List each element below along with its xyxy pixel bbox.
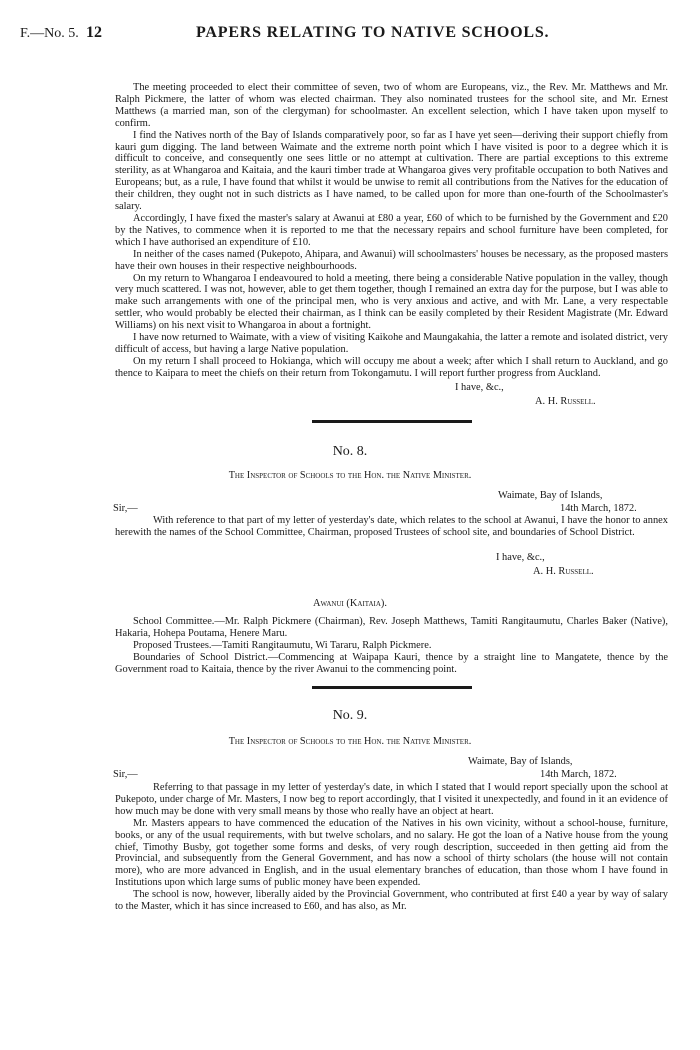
page-number: 12 xyxy=(86,24,102,41)
enclosure-paragraph: Proposed Trustees.—Tamiti Rangitaumutu, Wi Tararu, Ralph Pickmere. xyxy=(133,639,432,651)
enclosure-body xyxy=(115,616,668,676)
letter7-paragraph: On my return to Whangaroa I endeavoured to hold a meeting, there being a considerable Native population in the valley, though very much scattered. I was not, however, able to get them together, though I remained an extra day for the purpose, but I was able to make such arrangements with one of the principal men, who is very anxious and active, and with Mr. Lane, a very respectable settler, who would probably be elected their chairman, as I think can be easily completed by their Resident Magistrate (Mr. Edward Williams) on his next visit to Whangaroa in about a fortnight. xyxy=(115,272,668,332)
enclosure-title: Awanui (Kaitaia). xyxy=(313,598,387,609)
enclosure-paragraph: Boundaries of School District.—Commencing at Waipapa Kauri, thence by a straight line to Mangatete, thence by the Government road to Kaitaia, thence by the river Awanui to the commencing point. xyxy=(115,651,668,675)
letter7-paragraph: On my return I shall proceed to Hokianga, which will occupy me about a week; after which I shall return to Auckland, and go thence to Kaipara to meet the chiefs on their return from Tokongamutu. I will report further progress from Auckland. xyxy=(115,355,668,379)
section-divider xyxy=(312,686,472,689)
letter7-paragraph: Accordingly, I have fixed the master's salary at Awanui at £80 a year, £60 of which to be furnished by the Government and £20 by the Natives, to commence when it is reported to me that the necessary repairs and school furniture have been completed, for which I have authorised an expenditure of £10. xyxy=(115,212,668,248)
letter9-subtitle: The Inspector of Schools to the Hon. the Native Minister. xyxy=(228,736,472,747)
section-divider xyxy=(312,420,472,423)
letter8-number: No. 8. xyxy=(332,444,368,459)
letter9-salutation: Sir,— xyxy=(113,769,138,780)
enclosure-paragraph: School Committee.—Mr. Ralph Pickmere (Chairman), Rev. Joseph Matthews, Tamiti Rangitaumutu, Charles Baker (Native), Hakaria, Hohepa Poutama, Henere Maru. xyxy=(115,616,668,639)
letter7-body xyxy=(115,82,668,380)
letter7-closing: I have, &c., xyxy=(455,382,504,393)
letter7-paragraph: In neither of the cases named (Pukepoto, Ahipara, and Awanui) will schoolmasters' houses be necessary, as the proposed masters have their own houses in their respective neighbourhoods. xyxy=(115,248,668,272)
letter7-signature: A. H. Russell. xyxy=(535,396,596,407)
letter9-paragraph: Mr. Masters appears to have commenced the education of the Natives in his own vicinity, without a school-house, furniture, books, or any of the usual requirements, with but twelve scholars, and no salary. He got the loan of a Native house from the young chief, Timothy Busby, got together some forms and desks, of very rough description, succeeded in then getting aid from the Provincial, and subsequently from the General Government, and has now a school of thirty scholars (the house will not contain more), who are more advanced in English, and in the usual elementary branches of education, than those whom I have found in Institutions upon which large sums of public money have been expended. xyxy=(115,817,668,889)
letter9-paragraph: Referring to that passage in my letter of yesterday's date, in which I stated that I would report specially upon the school at Pukepoto, under charge of Mr. Masters, I now beg to report accordingly, that I visited it unexpectedly, and found in it an evidence of how much may be done with very small means by those who really have an object at heart. xyxy=(115,782,668,817)
letter9-paragraph: The school is now, however, liberally aided by the Provincial Government, who contributed at first £40 a year by way of salary to the Master, which it has since increased to £60, and has also, as Mr. xyxy=(115,889,668,913)
letter8-salutation: Sir,— xyxy=(113,503,138,514)
letter9-body xyxy=(115,782,668,913)
letter9-date: 14th March, 1872. xyxy=(540,769,617,780)
header-reference: F.—No. 5. xyxy=(20,26,79,41)
letter7-paragraph: The meeting proceeded to elect their committee of seven, two of whom are Europeans, viz., the Rev. Mr. Matthews and Mr. Ralph Pickmere, the latter of whom was elected chairman. They also nominated trustees for the school site, and Mr. Ernest Matthews (a married man, son of the clergyman) for schoolmaster. An excellent selection, which I have taken upon myself to confirm. xyxy=(115,82,668,129)
letter9-number: No. 9. xyxy=(332,708,368,723)
letter8-signature: A. H. Russell. xyxy=(533,566,594,577)
letter8-date: 14th March, 1872. xyxy=(560,503,637,514)
letter8-subtitle: The Inspector of Schools to the Hon. the Native Minister. xyxy=(228,470,472,481)
letter7-paragraph: I find the Natives north of the Bay of Islands comparatively poor, so far as I have yet seen—deriving their support chiefly from kauri gum digging. The land between Waimate and the extreme north point which I have visited is poor to a degree which it is difficult to conceive, and consequently one sees little or no attempt at cultivation. There are partial exceptions to this extreme sterility, as at Whangaroa and Kaitaia, and the kauri timber trade at Whangaroa gives very profitable occupation to both Natives and Europeans; but, as a rule, I have found that whilst it would be unwise to remit all contributions from the Natives for the education of their children, they ought not in such districts as I have named, to be called upon for more than one-fourth of the Schoolmaster's salary. xyxy=(115,129,668,213)
letter7-paragraph: I have now returned to Waimate, with a view of visiting Kaikohe and Maungakahia, the latter a remote and isolated district, very difficult of access, but having a large Native population. xyxy=(115,332,668,355)
letter8-closing: I have, &c., xyxy=(496,552,545,563)
letter8-paragraph: With reference to that part of my letter of yesterday's date, which relates to the school at Awanui, I have the honor to annex herewith the names of the School Committee, Chairman, proposed Trustees of school site, and boundaries of School District. xyxy=(115,515,668,538)
letter8-body xyxy=(115,515,668,539)
running-title: PAPERS RELATING TO NATIVE SCHOOLS. xyxy=(196,24,550,41)
letter9-place: Waimate, Bay of Islands, xyxy=(468,756,573,767)
letter8-place: Waimate, Bay of Islands, xyxy=(498,490,603,501)
